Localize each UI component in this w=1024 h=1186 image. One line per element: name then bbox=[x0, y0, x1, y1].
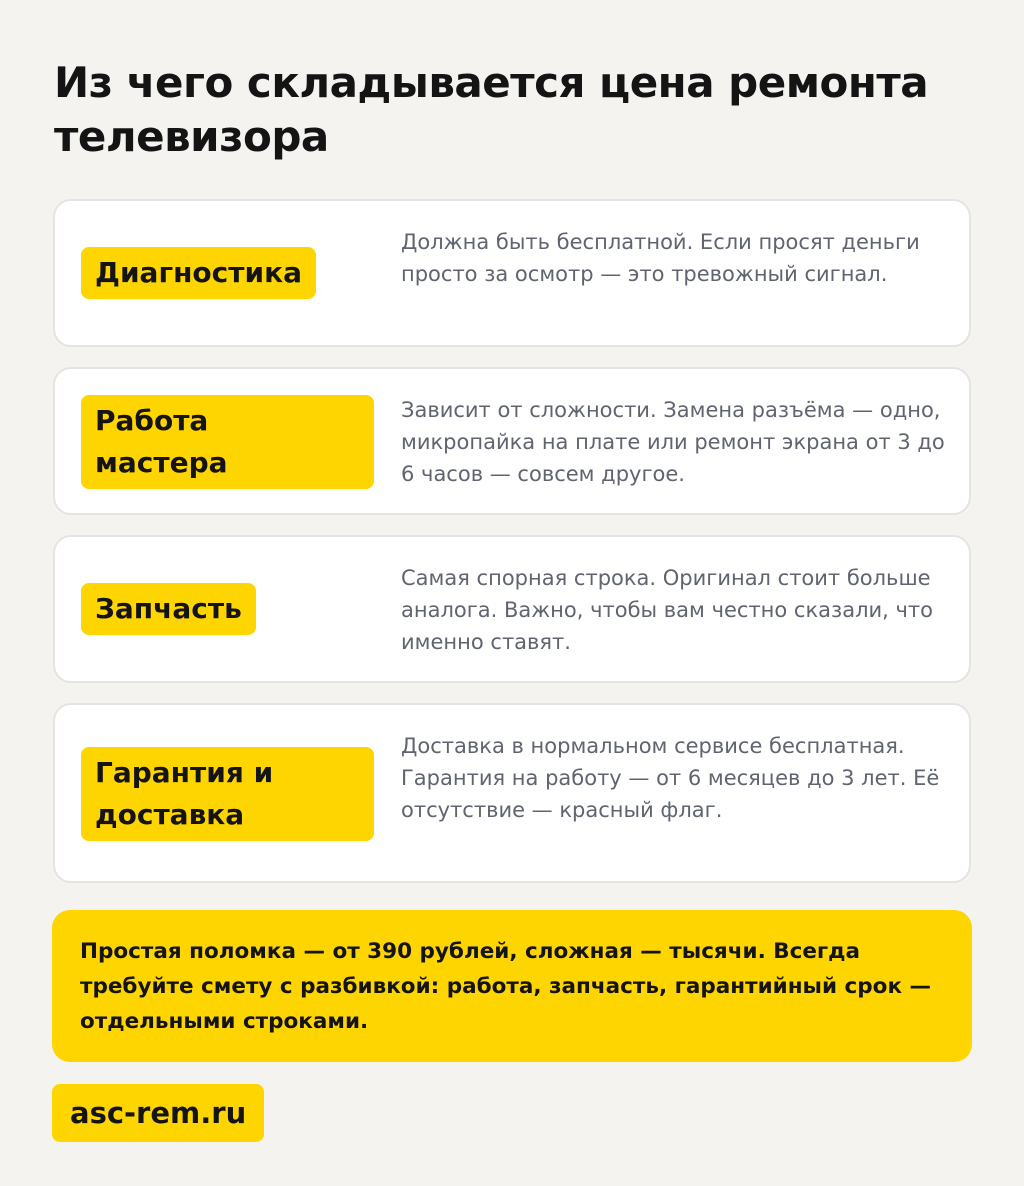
price-item-description: Должна быть бесплатной. Если просят деньги просто за осмотр — это тревожный сигнал. bbox=[401, 230, 920, 286]
price-item-master-work bbox=[53, 367, 971, 515]
site-badge: asc-rem.ru bbox=[52, 1084, 264, 1142]
price-item-description: Доставка в нормальном сервисе бесплатная. Гарантия на работу — от 6 месяцев до 3 лет. Её отсутствие — красный флаг. bbox=[401, 734, 940, 822]
price-item-warranty-delivery bbox=[53, 703, 971, 883]
price-item-spare-part bbox=[53, 535, 971, 683]
price-item-label: Работа мастера bbox=[81, 395, 374, 489]
price-item-description: Зависит от сложности. Замена разъёма — одно, микропайка на плате или ремонт экрана от 3 до 6 часов — совсем другое. bbox=[401, 398, 945, 486]
page-title: Из чего складывается цена ремонта телевизора bbox=[54, 58, 929, 161]
price-item-label: Запчасть bbox=[81, 583, 256, 635]
price-item-label: Диагностика bbox=[81, 247, 316, 299]
price-item-label: Гарантия и доставка bbox=[81, 747, 374, 841]
price-item-diagnostics bbox=[53, 199, 971, 347]
price-item-description: Самая спорная строка. Оригинал стоит больше аналога. Важно, чтобы вам честно сказали, что именно ставят. bbox=[401, 566, 933, 654]
summary-callout: Простая поломка — от 390 рублей, сложная — тысячи. Всегда требуйте смету с разбивкой: работа, запчасть, гарантийный срок — отдельными строками. bbox=[52, 910, 972, 1062]
